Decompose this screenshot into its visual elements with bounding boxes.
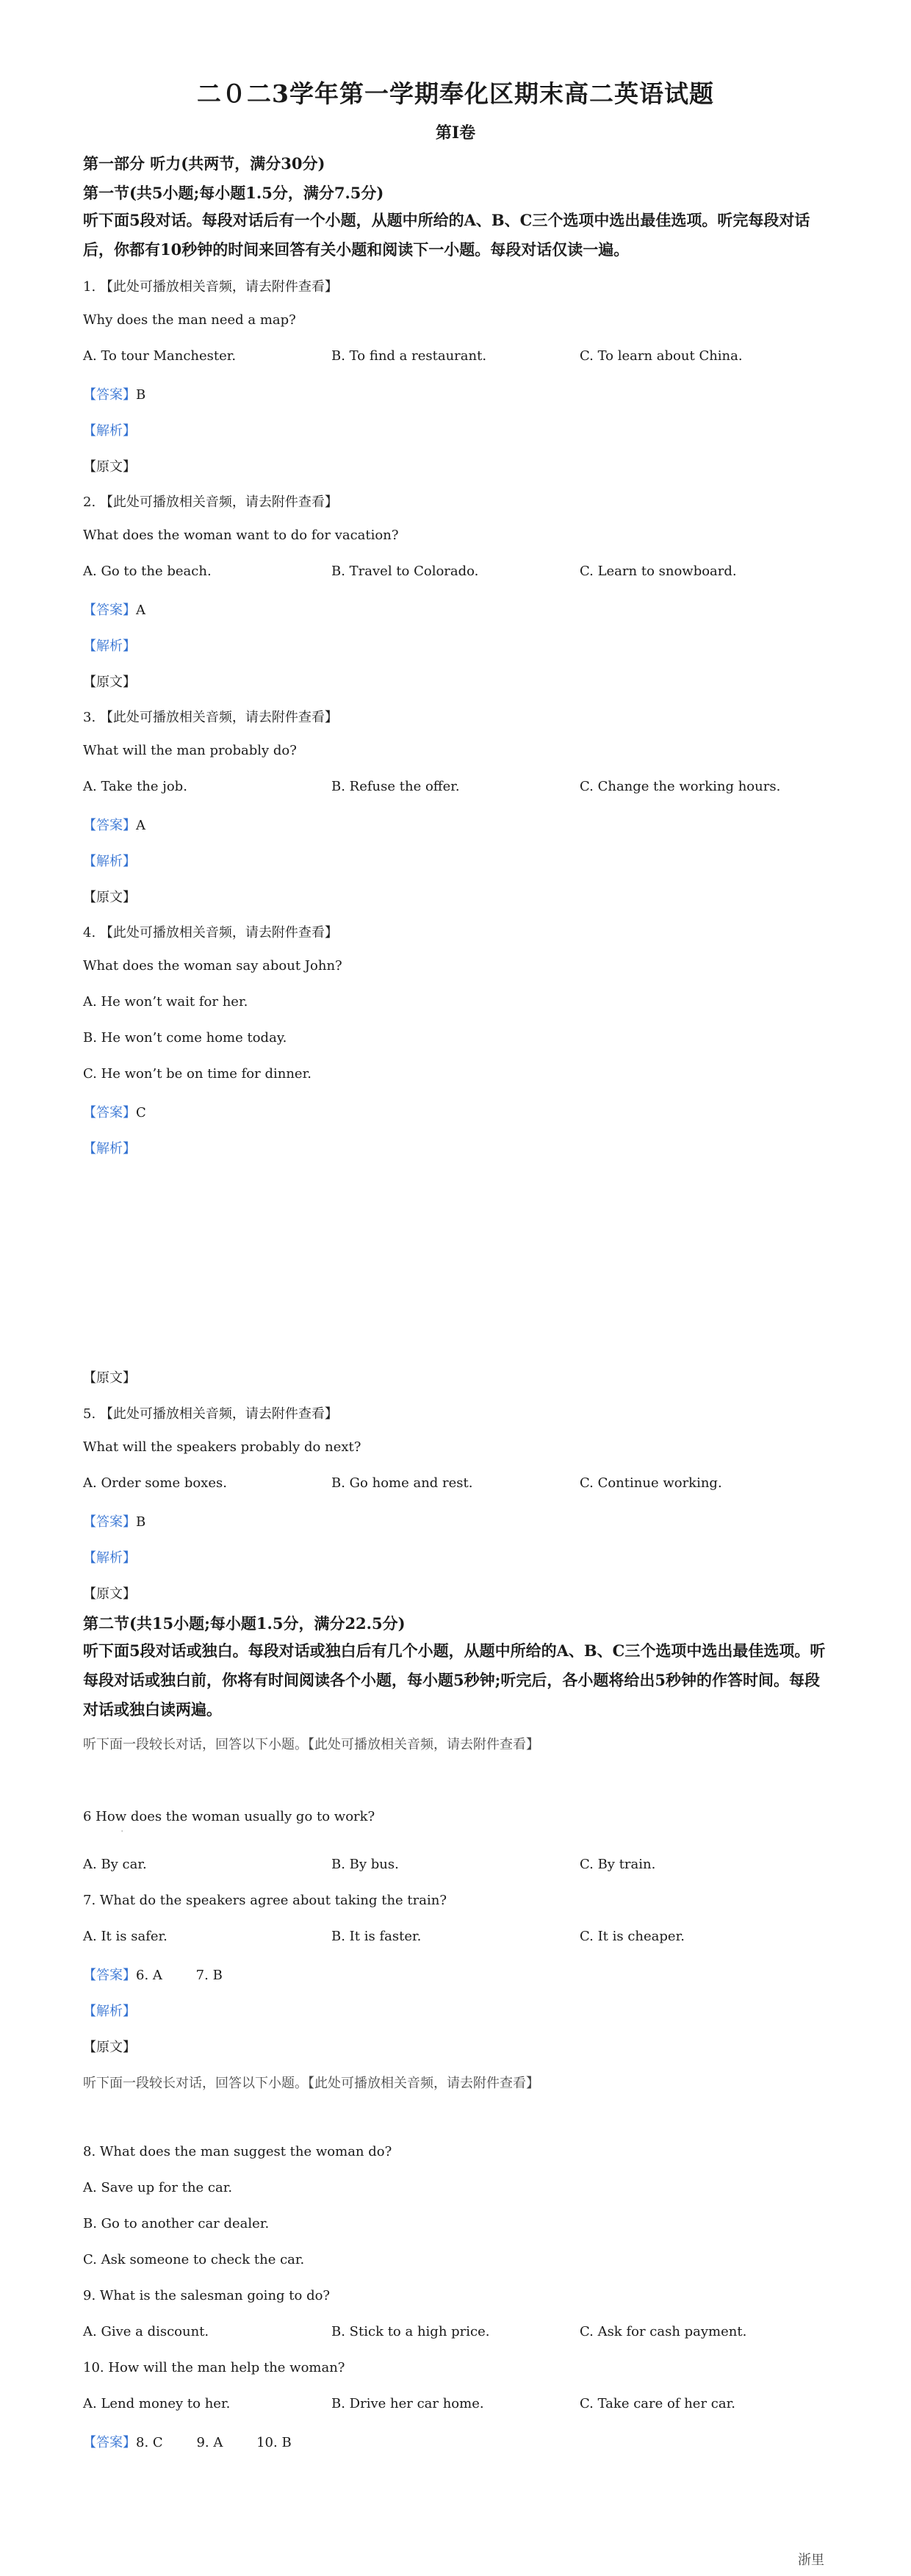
stray-mark: ': [121, 1830, 123, 1836]
q5-answer: 【答案】B: [83, 1514, 146, 1530]
q5-option-b: B. Go home and rest.: [331, 1475, 473, 1491]
question-1-text: Why does the man need a map?: [83, 312, 296, 328]
q3-option-a: A. Take the job.: [83, 779, 187, 794]
question-3-text: What will the man probably do?: [83, 743, 297, 758]
q3-analysis: 【解析】: [83, 854, 136, 869]
audio-hint[interactable]: 【此处可播放相关音频，请去附件查看】: [99, 494, 338, 510]
q2-analysis: 【解析】: [83, 638, 136, 654]
q5-option-a: A. Order some boxes.: [83, 1475, 227, 1491]
q8-10-answer: 【答案】8. C 9. A 10. B: [83, 2435, 292, 2450]
question-5-text: What will the speakers probably do next?: [83, 1439, 361, 1455]
audio-hint[interactable]: 【此处可播放相关音频，请去附件查看】: [99, 925, 338, 940]
q1-analysis: 【解析】: [83, 423, 136, 439]
q4-option-c: C. He won’t be on time for dinner.: [83, 1066, 312, 1082]
q3-option-b: B. Refuse the offer.: [331, 779, 460, 794]
q6-7-answer: 【答案】6. A 7. B: [83, 1968, 223, 1983]
audio-hint[interactable]: 【此处可播放相关音频，请去附件查看】: [99, 279, 338, 295]
q6-7-original: 【原文】: [83, 2040, 136, 2055]
q1-option-b: B. To find a restaurant.: [331, 348, 487, 364]
question-6-text: 6 How does the woman usually go to work?: [83, 1809, 375, 1824]
q4-original: 【原文】: [83, 1370, 136, 1386]
question-3-header: 3. 【此处可播放相关音频，请去附件查看】: [83, 710, 338, 725]
page-title: 二０二3学年第一学期奉化区期末高二英语试题: [197, 79, 714, 108]
q2-option-c: C. Learn to snowboard.: [580, 564, 737, 579]
audio-hint[interactable]: 【此处可播放相关音频，请去附件查看】: [99, 710, 338, 725]
q9-option-c: C. Ask for cash payment.: [580, 2324, 747, 2339]
section1-heading: 第一节(共5小题;每小题1.5分，满分7.5分): [83, 184, 384, 202]
part-heading: 第一部分 听力(共两节，满分30分): [83, 154, 325, 173]
question-8-text: 8. What does the man suggest the woman do?: [83, 2144, 392, 2159]
section1-instructions: 听下面5段对话。每段对话后有一个小题，从题中所给的A、B、C三个选项中选出最佳选项。听完每段对话后，你都有10秒钟的时间来回答有关小题和阅读下一小题。每段对话仅读一遍。: [83, 211, 810, 259]
q3-option-c: C. Change the working hours.: [580, 779, 781, 794]
question-2-text: What does the woman want to do for vacation?: [83, 528, 399, 543]
q1-option-a: A. To tour Manchester.: [83, 348, 237, 364]
q2-option-b: B. Travel to Colorado.: [331, 564, 479, 579]
q6-option-a: A. By car.: [83, 1857, 147, 1872]
q5-original: 【原文】: [83, 1586, 136, 1602]
q8-option-b: B. Go to another car dealer.: [83, 2216, 270, 2231]
q10-option-a: A. Lend money to her.: [83, 2396, 231, 2411]
q9-option-a: A. Give a discount.: [83, 2324, 209, 2339]
q6-option-b: B. By bus.: [331, 1857, 399, 1872]
section2-heading: 第二节(共15小题;每小题1.5分，满分22.5分): [83, 1614, 406, 1633]
q2-original: 【原文】: [83, 674, 136, 690]
q3-original: 【原文】: [83, 890, 136, 905]
q9-option-b: B. Stick to a high price.: [331, 2324, 490, 2339]
q7-option-c: C. It is cheaper.: [580, 1929, 685, 1944]
section2-instructions: 听下面5段对话或独白。每段对话或独白后有几个小题，从题中所给的A、B、C三个选项中选出最佳选项。听每段对话或独白前，你将有时间阅读各个小题，每小题5秒钟;听完后，各小题将给出5秒钟的作答时间。每段对话或独白读两遍。: [83, 1641, 826, 1719]
long-dialog-intro-1: 听下面一段较长对话，回答以下小题。【此处可播放相关音频，请去附件查看】: [83, 1737, 539, 1752]
q6-option-c: C. By train.: [580, 1857, 656, 1872]
q1-answer: 【答案】B: [83, 387, 146, 403]
audio-hint[interactable]: 【此处可播放相关音频，请去附件查看】: [308, 1737, 539, 1752]
audio-hint[interactable]: 【此处可播放相关音频，请去附件查看】: [99, 1406, 338, 1422]
question-2-header: 2. 【此处可播放相关音频，请去附件查看】: [83, 494, 338, 510]
q5-analysis: 【解析】: [83, 1550, 136, 1566]
q10-option-c: C. Take care of her car.: [580, 2396, 735, 2411]
volume-label: 第Ⅰ卷: [435, 123, 476, 143]
q7-option-b: B. It is faster.: [331, 1929, 422, 1944]
audio-hint[interactable]: 【此处可播放相关音频，请去附件查看】: [308, 2076, 539, 2091]
q1-option-c: C. To learn about China.: [580, 348, 743, 364]
long-dialog-intro-2: 听下面一段较长对话，回答以下小题。【此处可播放相关音频，请去附件查看】: [83, 2076, 539, 2091]
q7-option-a: A. It is safer.: [83, 1929, 168, 1944]
question-7-text: 7. What do the speakers agree about taking the train?: [83, 1893, 447, 1908]
q6-7-analysis: 【解析】: [83, 2004, 136, 2019]
q1-original: 【原文】: [83, 459, 136, 475]
q2-option-a: A. Go to the beach.: [83, 564, 212, 579]
q4-option-b: B. He won’t come home today.: [83, 1030, 287, 1046]
question-10-text: 10. How will the man help the woman?: [83, 2360, 345, 2375]
question-5-header: 5. 【此处可播放相关音频，请去附件查看】: [83, 1406, 338, 1422]
q3-answer: 【答案】A: [83, 818, 145, 833]
question-9-text: 9. What is the salesman going to do?: [83, 2288, 331, 2303]
page-footer: 浙里: [798, 2552, 824, 2568]
q4-answer: 【答案】C: [83, 1105, 146, 1120]
q4-option-a: A. He won’t wait for her.: [83, 994, 248, 1010]
question-4-header: 4. 【此处可播放相关音频，请去附件查看】: [83, 925, 338, 940]
question-1-header: 1. 【此处可播放相关音频，请去附件查看】: [83, 279, 338, 295]
question-4-text: What does the woman say about John?: [83, 958, 342, 974]
q2-answer: 【答案】A: [83, 602, 145, 618]
q8-option-a: A. Save up for the car.: [83, 2180, 233, 2195]
q8-option-c: C. Ask someone to check the car.: [83, 2252, 305, 2267]
q5-option-c: C. Continue working.: [580, 1475, 722, 1491]
q10-option-b: B. Drive her car home.: [331, 2396, 484, 2411]
q4-analysis: 【解析】: [83, 1141, 136, 1156]
